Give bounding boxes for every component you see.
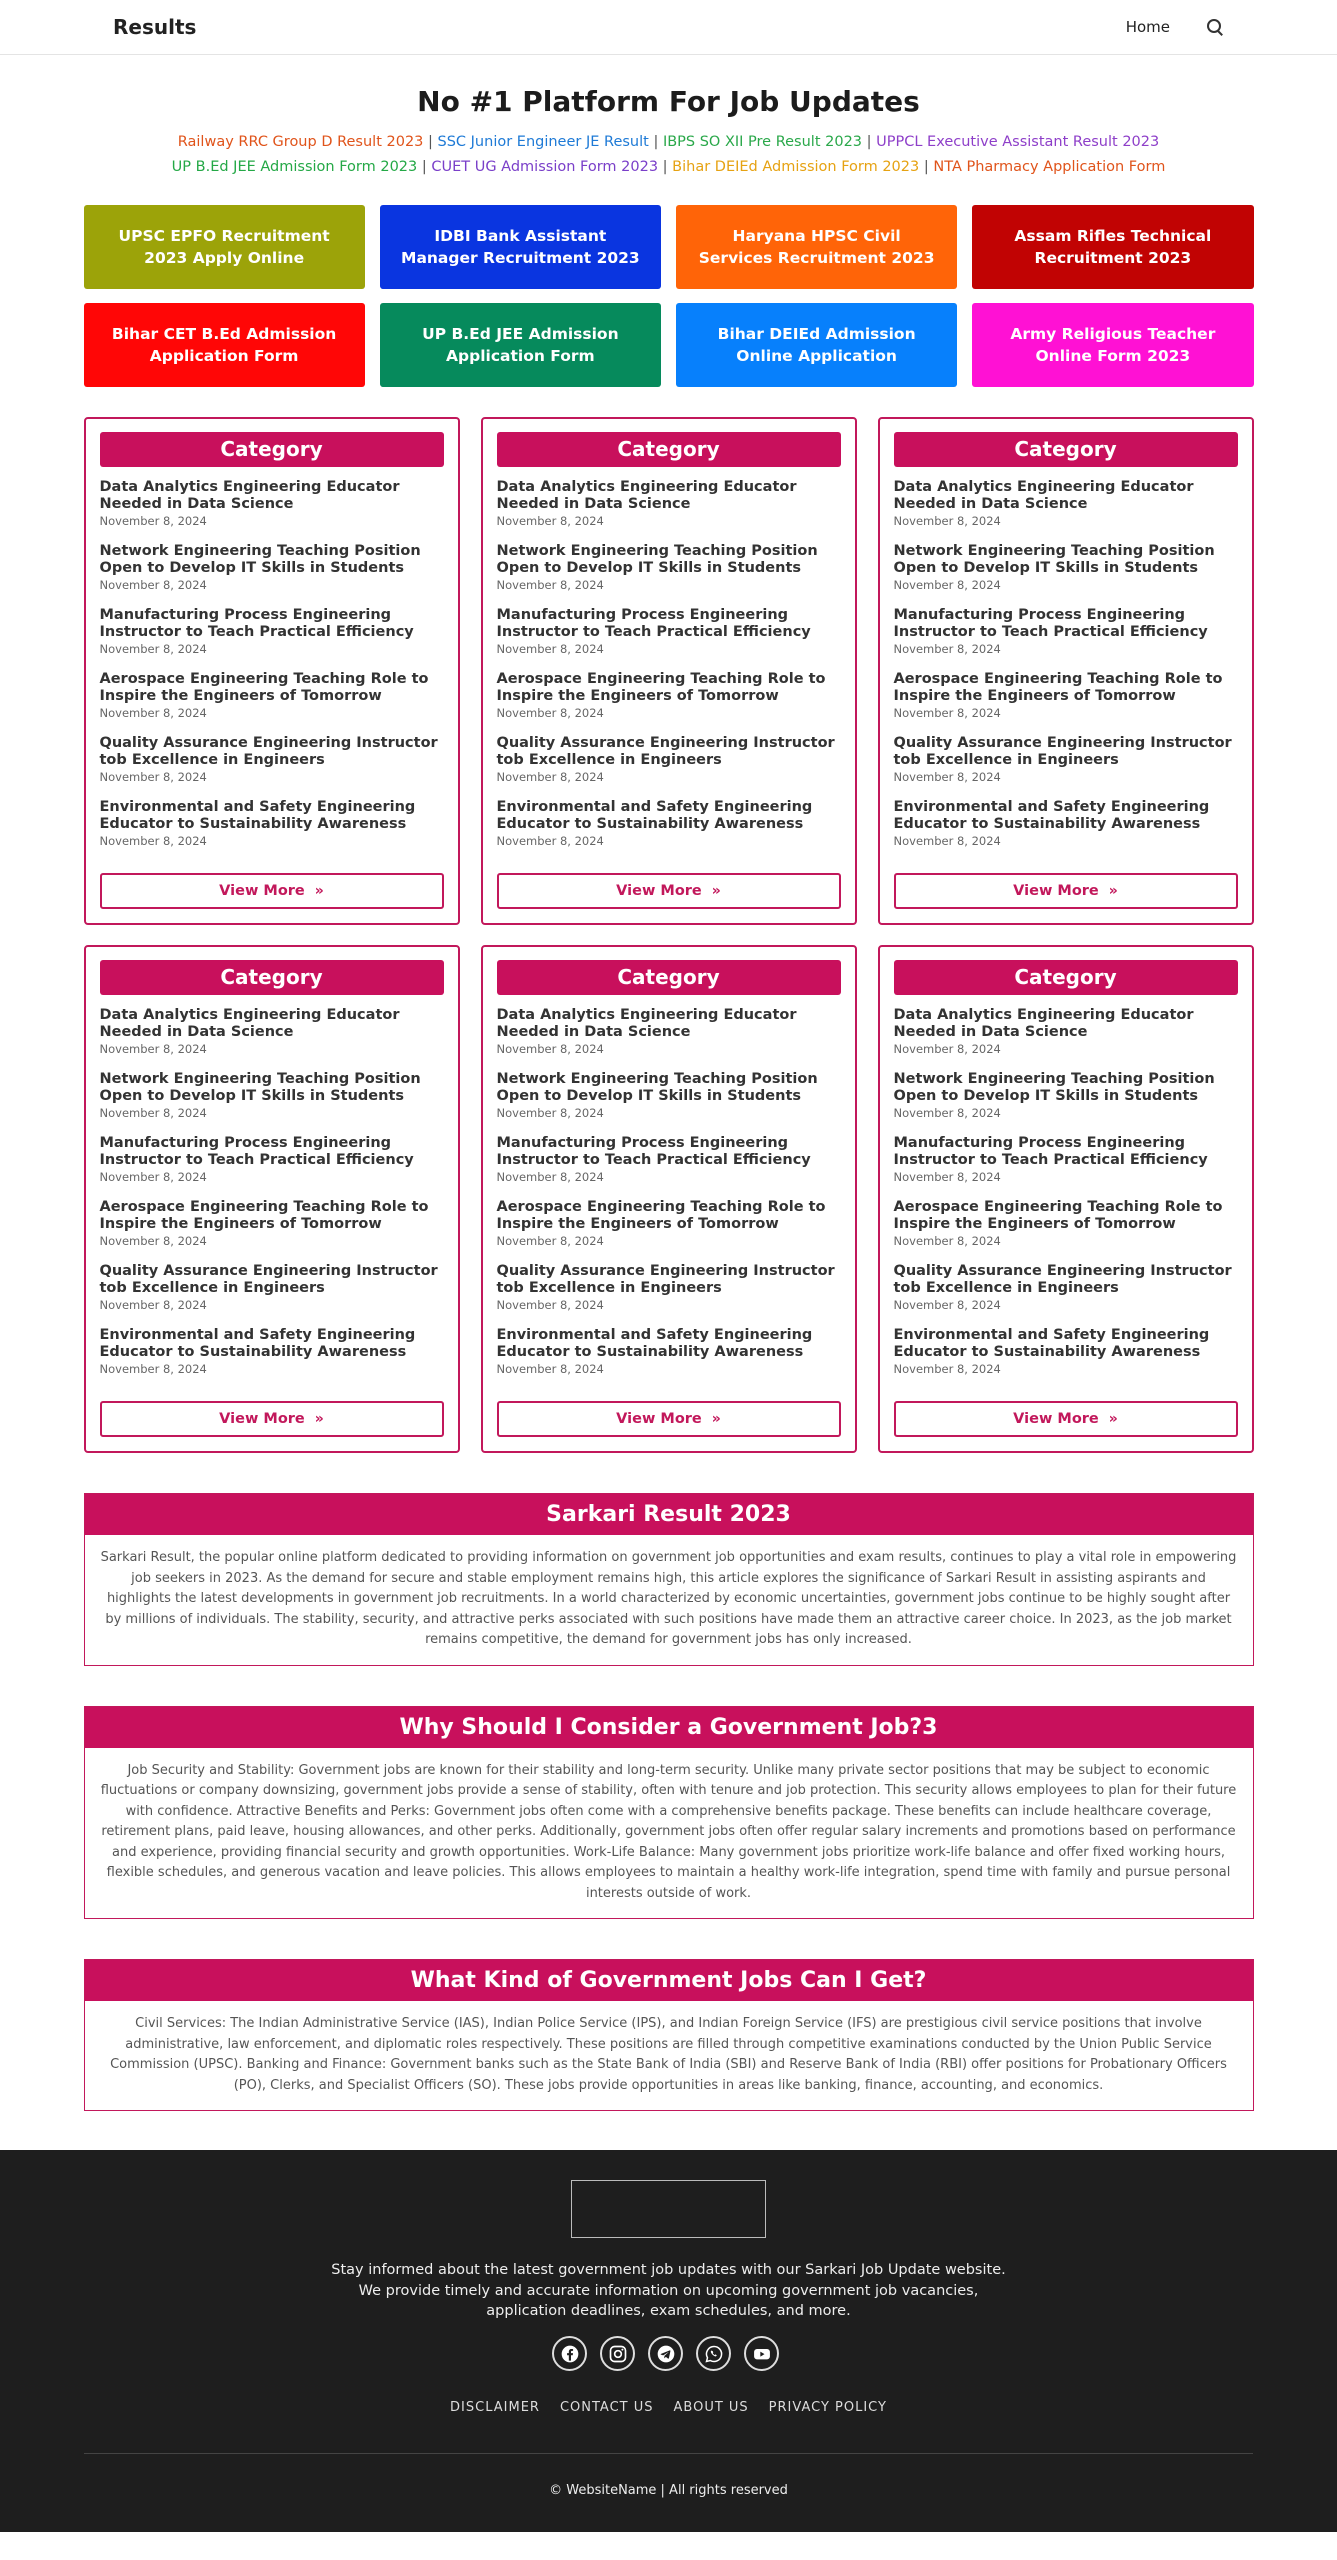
category-card	[481, 417, 857, 925]
post-title[interactable]: Quality Assurance Engineering Instructor tob Excellence in Engineers	[99, 1263, 438, 1296]
post-date: November 8, 2024	[496, 770, 604, 784]
info-section	[84, 1706, 1254, 1920]
view-more-button[interactable]	[894, 1401, 1238, 1437]
post-title[interactable]: Network Engineering Teaching Position Open to Develop IT Skills in Students	[893, 543, 1215, 576]
double-chevron-right-icon: »	[1108, 1411, 1118, 1427]
post-item[interactable]	[497, 1071, 841, 1123]
post-date: November 8, 2024	[893, 1170, 1001, 1184]
post-title[interactable]: Data Analytics Engineering Educator Needed in Data Science	[99, 479, 400, 512]
post-item[interactable]	[497, 1199, 841, 1251]
footer-links	[0, 2400, 1337, 2415]
post-date: November 8, 2024	[99, 1234, 207, 1248]
post-date: November 8, 2024	[893, 706, 1001, 720]
youtube-icon[interactable]	[744, 2336, 779, 2371]
post-title[interactable]: Quality Assurance Engineering Instructor tob Excellence in Engineers	[893, 735, 1232, 768]
view-more-label: View More	[1013, 1411, 1099, 1427]
double-chevron-right-icon: »	[314, 1411, 324, 1427]
post-date: November 8, 2024	[893, 1106, 1001, 1120]
post-date: November 8, 2024	[99, 1170, 207, 1184]
link-separator: |	[421, 159, 427, 175]
post-title[interactable]: Network Engineering Teaching Position Open to Develop IT Skills in Students	[496, 543, 818, 576]
post-date: November 8, 2024	[496, 514, 604, 528]
post-title[interactable]: Aerospace Engineering Teaching Role to Inspire the Engineers of Tomorrow	[99, 671, 429, 704]
post-title[interactable]: Network Engineering Teaching Position Open to Develop IT Skills in Students	[99, 543, 421, 576]
post-title[interactable]: Manufacturing Process Engineering Instructor to Teach Practical Efficiency	[99, 607, 414, 640]
post-date: November 8, 2024	[99, 1362, 207, 1376]
post-title[interactable]: Aerospace Engineering Teaching Role to Inspire the Engineers of Tomorrow	[496, 671, 826, 704]
post-item[interactable]	[100, 1199, 444, 1251]
view-more-button[interactable]	[497, 873, 841, 909]
telegram-icon[interactable]	[648, 2336, 683, 2371]
post-item[interactable]	[100, 799, 444, 851]
category-card	[84, 417, 460, 925]
category-card	[84, 945, 460, 1453]
post-item[interactable]	[894, 1263, 1238, 1315]
post-title[interactable]: Quality Assurance Engineering Instructor tob Excellence in Engineers	[893, 1263, 1232, 1296]
quick-link[interactable]: CUET UG Admission Form 2023	[431, 159, 659, 175]
post-item[interactable]	[894, 671, 1238, 723]
post-title[interactable]: Aerospace Engineering Teaching Role to Inspire the Engineers of Tomorrow	[496, 1199, 826, 1232]
quick-link[interactable]: NTA Pharmacy Application Form	[933, 159, 1166, 175]
post-date: November 8, 2024	[496, 1170, 604, 1184]
post-title[interactable]: Quality Assurance Engineering Instructor tob Excellence in Engineers	[99, 735, 438, 768]
category-card	[878, 417, 1254, 925]
post-item[interactable]	[497, 1135, 841, 1187]
post-title[interactable]: Environmental and Safety Engineering Educator to Sustainability Awareness	[893, 799, 1210, 832]
post-title[interactable]: Environmental and Safety Engineering Educator to Sustainability Awareness	[99, 1327, 416, 1360]
post-date: November 8, 2024	[99, 514, 207, 528]
instagram-icon[interactable]	[600, 2336, 635, 2371]
post-date: November 8, 2024	[893, 1298, 1001, 1312]
post-item[interactable]	[100, 1071, 444, 1123]
view-more-button[interactable]	[497, 1401, 841, 1437]
page-title: No #1 Platform For Job Updates	[417, 85, 920, 118]
section-body: Civil Services: The Indian Administrative Service (IAS), Indian Police Service (IPS), and Indian Foreign Service (IFS) are prestigious civil service positions that involve administrative, law enforcement, and diplomatic roles respectively. These positions are filled through competitive examinations conducted by the Union Public Service Commission (UPSC). Banking and Finance: Government banks such as the State Bank of India (SBI) and Reserve Bank of India (RBI) offer positions for Probationary Officers (PO), Clerks, and Specialist Officers (SO). These jobs provide opportunities in areas like banking, finance, accounting, and economics.	[110, 2016, 1227, 2093]
post-item[interactable]	[497, 1007, 841, 1059]
link-separator: |	[653, 134, 659, 150]
post-date: November 8, 2024	[99, 770, 207, 784]
featured-buttons	[84, 205, 1254, 387]
category-card	[878, 945, 1254, 1453]
post-item[interactable]	[100, 1007, 444, 1059]
site-brand[interactable]: Results	[113, 15, 197, 39]
post-date: November 8, 2024	[893, 578, 1001, 592]
section-body: Sarkari Result, the popular online platform dedicated to providing information on government job opportunities and exam results, continues to play a vital role in empowering job seekers in 2023. As the demand for secure and stable employment remains high, this article explores the significance of Sarkari Result in assisting aspirants and highlights the latest developments in government job recruitments. In a world characterized by economic uncertainties, government jobs continue to be highly sought after by millions of individuals. The stability, security, and attractive perks associated with such positions have made them an attractive career choice. In 2023, as the job market remains competitive, the demand for government jobs has only increased.	[100, 1550, 1237, 1647]
post-item[interactable]	[894, 543, 1238, 595]
info-section	[84, 1493, 1254, 1666]
post-title[interactable]: Manufacturing Process Engineering Instructor to Teach Practical Efficiency	[893, 1135, 1208, 1168]
post-date: November 8, 2024	[99, 706, 207, 720]
quick-links-row	[84, 130, 1254, 155]
footer-link[interactable]: PRIVACY POLICY	[768, 2400, 887, 2415]
featured-button[interactable]: UPSC EPFO Recruitment 2023 Apply Online	[84, 205, 365, 289]
quick-link[interactable]: UPPCL Executive Assistant Result 2023	[876, 134, 1160, 150]
post-item[interactable]	[100, 607, 444, 659]
post-date: November 8, 2024	[496, 706, 604, 720]
view-more-button[interactable]	[894, 873, 1238, 909]
post-date: November 8, 2024	[99, 834, 207, 848]
post-title[interactable]: Quality Assurance Engineering Instructor tob Excellence in Engineers	[496, 1263, 835, 1296]
post-date: November 8, 2024	[496, 1298, 604, 1312]
post-title[interactable]: Environmental and Safety Engineering Educator to Sustainability Awareness	[99, 799, 416, 832]
post-date: November 8, 2024	[99, 578, 207, 592]
post-item[interactable]	[100, 1327, 444, 1379]
post-date: November 8, 2024	[496, 834, 604, 848]
post-date: November 8, 2024	[893, 514, 1001, 528]
view-more-label: View More	[219, 1411, 305, 1427]
category-heading[interactable]: Category	[100, 432, 444, 467]
post-date: November 8, 2024	[893, 1362, 1001, 1376]
section-title: Why Should I Consider a Government Job?3	[85, 1707, 1253, 1748]
footer-logo[interactable]	[571, 2180, 766, 2238]
post-item[interactable]	[894, 1199, 1238, 1251]
category-heading[interactable]: Category	[894, 432, 1238, 467]
post-item[interactable]	[894, 799, 1238, 851]
category-heading[interactable]: Category	[894, 960, 1238, 995]
main-content	[84, 82, 1254, 2111]
post-date: November 8, 2024	[893, 770, 1001, 784]
nav-home-link[interactable]: Home	[1125, 18, 1170, 36]
post-date: November 8, 2024	[496, 1042, 604, 1056]
info-section	[84, 1959, 1254, 2111]
featured-button[interactable]: Bihar DEIEd Admission Online Application	[676, 303, 957, 387]
post-item[interactable]	[497, 1327, 841, 1379]
post-title[interactable]: Manufacturing Process Engineering Instructor to Teach Practical Efficiency	[496, 1135, 811, 1168]
double-chevron-right-icon: »	[711, 1411, 721, 1427]
quick-link[interactable]: UP B.Ed JEE Admission Form 2023	[171, 159, 418, 175]
post-title[interactable]: Data Analytics Engineering Educator Needed in Data Science	[496, 1007, 797, 1040]
post-date: November 8, 2024	[496, 1362, 604, 1376]
facebook-icon[interactable]	[552, 2336, 587, 2371]
category-heading[interactable]: Category	[497, 960, 841, 995]
double-chevron-right-icon: »	[314, 883, 324, 899]
view-more-button[interactable]	[100, 1401, 444, 1437]
post-title[interactable]: Manufacturing Process Engineering Instructor to Teach Practical Efficiency	[893, 607, 1208, 640]
quick-links	[84, 130, 1254, 180]
post-item[interactable]	[894, 1007, 1238, 1059]
footer-link[interactable]: CONTACT US	[559, 2400, 654, 2415]
quick-links-row	[84, 155, 1254, 180]
site-footer	[0, 2150, 1337, 2532]
copyright-text: © WebsiteName | All rights reserved	[549, 2483, 788, 2498]
post-date: November 8, 2024	[496, 1106, 604, 1120]
post-title[interactable]: Environmental and Safety Engineering Educator to Sustainability Awareness	[496, 799, 813, 832]
link-separator: |	[923, 159, 929, 175]
post-title[interactable]: Environmental and Safety Engineering Educator to Sustainability Awareness	[496, 1327, 813, 1360]
post-date: November 8, 2024	[99, 642, 207, 656]
post-item[interactable]	[497, 1263, 841, 1315]
post-title[interactable]: Data Analytics Engineering Educator Needed in Data Science	[496, 479, 797, 512]
post-item[interactable]	[497, 543, 841, 595]
post-item[interactable]	[894, 1327, 1238, 1379]
section-body: Job Security and Stability: Government jobs are known for their stability and long-term security. Unlike many private sector positions that may be subject to economic fluctuations or company downsizing, government jobs provide a sense of stability, often with tenure and job protection. This security allows employees to plan for their future with confidence. Attractive Benefits and Perks: Government jobs often come with a comprehensive benefits package. These benefits can include healthcare coverage, retirement plans, paid leave, housing allowances, and other perks. Additionally, government jobs often offer regular salary increments and promotions based on performance and experience, providing financial security and growth opportunities. Work-Life Balance: Many government jobs prioritize work-life balance and offer fixed working hours, flexible schedules, and generous vacation and leave policies. This allows employees to maintain a healthy work-life integration, spend time with family and pursue personal interests outside of work.	[100, 1762, 1237, 1901]
info-sections	[84, 1493, 1254, 2111]
search-icon[interactable]	[1206, 18, 1224, 36]
link-separator: |	[866, 134, 872, 150]
category-grid	[84, 417, 1254, 1453]
featured-button[interactable]: Army Religious Teacher Online Form 2023	[972, 303, 1253, 387]
post-item[interactable]	[894, 1071, 1238, 1123]
post-item[interactable]	[100, 479, 444, 531]
category-heading[interactable]: Category	[497, 432, 841, 467]
quick-link[interactable]: IBPS SO XII Pre Result 2023	[662, 134, 863, 150]
featured-button[interactable]: IDBI Bank Assistant Manager Recruitment 2023	[380, 205, 661, 289]
main-nav	[1126, 18, 1224, 36]
post-date: November 8, 2024	[496, 642, 604, 656]
view-more-label: View More	[616, 883, 702, 899]
quick-link[interactable]: Railway RRC Group D Result 2023	[177, 134, 424, 150]
double-chevron-right-icon: »	[1108, 883, 1118, 899]
category-heading[interactable]: Category	[100, 960, 444, 995]
post-item[interactable]	[894, 479, 1238, 531]
link-separator: |	[662, 159, 668, 175]
link-separator: |	[428, 134, 433, 150]
post-item[interactable]	[100, 543, 444, 595]
post-date: November 8, 2024	[99, 1106, 207, 1120]
post-title[interactable]: Aerospace Engineering Teaching Role to Inspire the Engineers of Tomorrow	[99, 1199, 429, 1232]
post-item[interactable]	[894, 735, 1238, 787]
post-title[interactable]: Aerospace Engineering Teaching Role to Inspire the Engineers of Tomorrow	[893, 1199, 1223, 1232]
footer-divider	[84, 2453, 1253, 2454]
post-date: November 8, 2024	[893, 1234, 1001, 1248]
post-title[interactable]: Environmental and Safety Engineering Educator to Sustainability Awareness	[893, 1327, 1210, 1360]
view-more-label: View More	[616, 1411, 702, 1427]
post-title[interactable]: Network Engineering Teaching Position Open to Develop IT Skills in Students	[893, 1071, 1215, 1104]
post-date: November 8, 2024	[496, 1234, 604, 1248]
double-chevron-right-icon: »	[711, 883, 721, 899]
post-item[interactable]	[100, 671, 444, 723]
post-item[interactable]	[100, 1135, 444, 1187]
quick-link[interactable]: SSC Junior Engineer JE Result	[437, 134, 649, 150]
post-date: November 8, 2024	[99, 1042, 207, 1056]
post-item[interactable]	[497, 671, 841, 723]
footer-link[interactable]: DISCLAIMER	[450, 2400, 540, 2415]
section-title: Sarkari Result 2023	[85, 1494, 1253, 1535]
post-title[interactable]: Network Engineering Teaching Position Open to Develop IT Skills in Students	[99, 1071, 421, 1104]
post-item[interactable]	[100, 1263, 444, 1315]
post-date: November 8, 2024	[99, 1298, 207, 1312]
view-more-label: View More	[1013, 883, 1099, 899]
featured-button[interactable]: Bihar CET B.Ed Admission Application Form	[84, 303, 365, 387]
footer-description: Stay informed about the latest government job updates with our Sarkari Job Update website. We provide timely and accurate information on upcoming government job vacancies, application deadlines, exam schedules, and more.	[331, 2262, 1006, 2319]
post-title[interactable]: Manufacturing Process Engineering Instructor to Teach Practical Efficiency	[496, 607, 811, 640]
post-title[interactable]: Aerospace Engineering Teaching Role to Inspire the Engineers of Tomorrow	[893, 671, 1223, 704]
featured-button[interactable]: Haryana HPSC Civil Services Recruitment 2023	[676, 205, 957, 289]
post-title[interactable]: Manufacturing Process Engineering Instructor to Teach Practical Efficiency	[99, 1135, 414, 1168]
post-date: November 8, 2024	[893, 834, 1001, 848]
footer-link[interactable]: ABOUT US	[673, 2400, 749, 2415]
post-title[interactable]: Data Analytics Engineering Educator Needed in Data Science	[99, 1007, 400, 1040]
featured-button[interactable]: UP B.Ed JEE Admission Application Form	[380, 303, 661, 387]
section-title: What Kind of Government Jobs Can I Get?	[85, 1960, 1253, 2001]
post-item[interactable]	[497, 735, 841, 787]
quick-link[interactable]: Bihar DEIEd Admission Form 2023	[672, 159, 920, 175]
post-title[interactable]: Data Analytics Engineering Educator Needed in Data Science	[893, 1007, 1194, 1040]
post-date: November 8, 2024	[496, 578, 604, 592]
site-header	[0, 0, 1337, 55]
post-item[interactable]	[894, 1135, 1238, 1187]
social-links	[552, 2336, 779, 2371]
post-item[interactable]	[497, 607, 841, 659]
post-date: November 8, 2024	[893, 642, 1001, 656]
post-title[interactable]: Data Analytics Engineering Educator Needed in Data Science	[893, 479, 1194, 512]
whatsapp-icon[interactable]	[696, 2336, 731, 2371]
post-title[interactable]: Network Engineering Teaching Position Open to Develop IT Skills in Students	[496, 1071, 818, 1104]
view-more-label: View More	[219, 883, 305, 899]
featured-button[interactable]: Assam Rifles Technical Recruitment 2023	[972, 205, 1253, 289]
post-item[interactable]	[497, 479, 841, 531]
post-item[interactable]	[100, 735, 444, 787]
post-title[interactable]: Quality Assurance Engineering Instructor tob Excellence in Engineers	[496, 735, 835, 768]
post-date: November 8, 2024	[893, 1042, 1001, 1056]
category-card	[481, 945, 857, 1453]
view-more-button[interactable]	[100, 873, 444, 909]
post-item[interactable]	[497, 799, 841, 851]
post-item[interactable]	[894, 607, 1238, 659]
